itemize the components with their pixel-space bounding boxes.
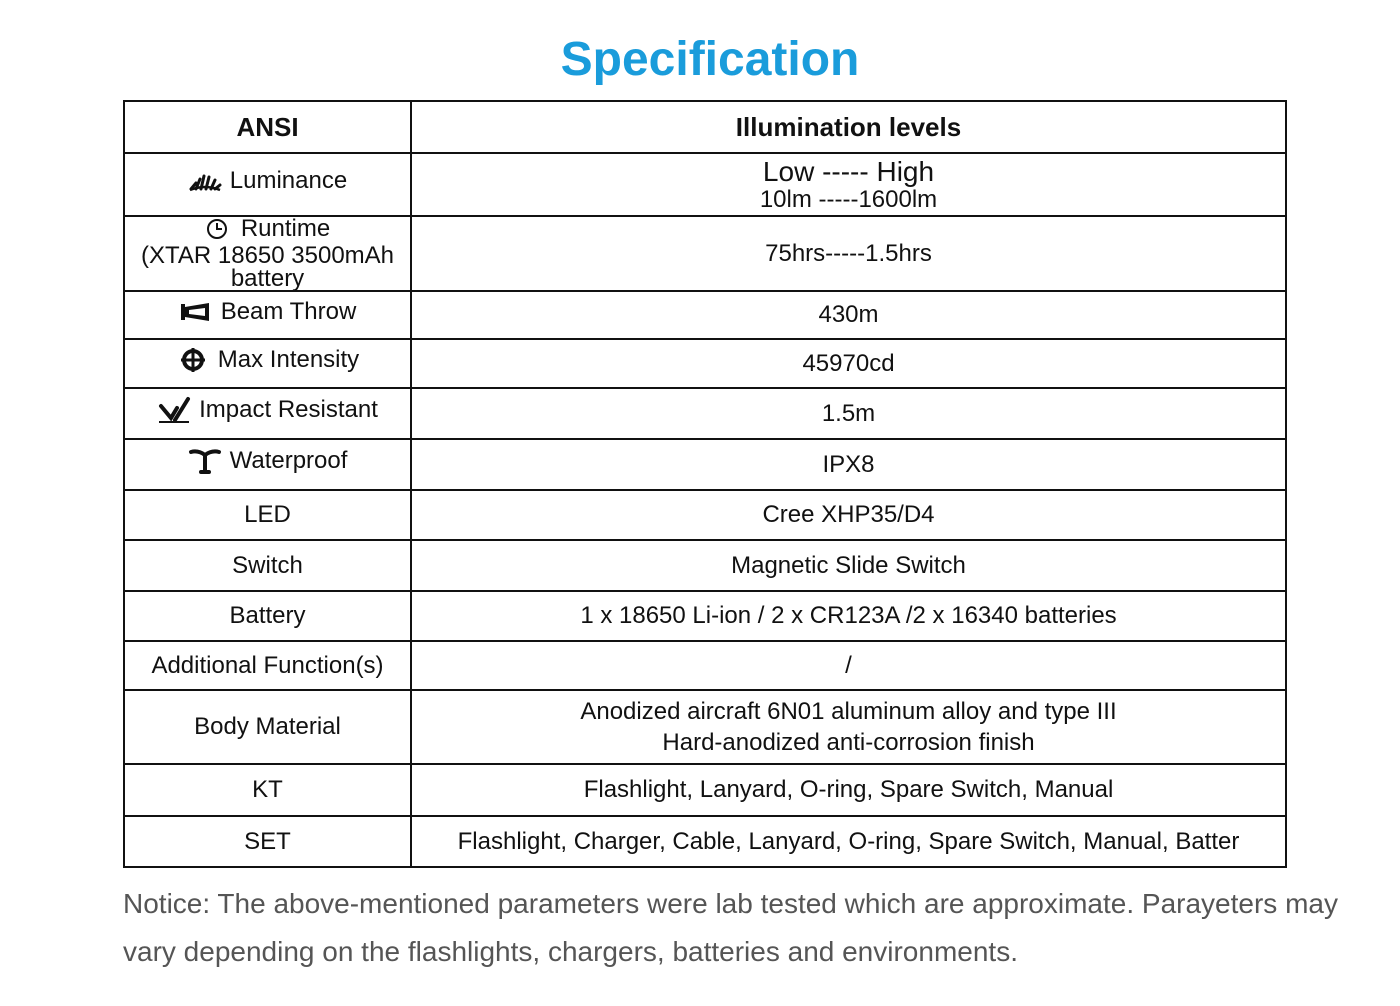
table-row xyxy=(124,388,1286,439)
table-row xyxy=(124,591,1286,641)
row-label-beam-throw: Beam Throw xyxy=(220,297,357,325)
crosshair-icon xyxy=(176,346,210,374)
battery-value: 1 x 18650 Li-ion / 2 x CR123A /2 x 16340 batteries xyxy=(411,591,1286,641)
table-row xyxy=(124,339,1286,388)
spec-table xyxy=(123,100,1287,868)
kt-value: Flashlight, Lanyard, O-ring, Spare Switch, Manual xyxy=(411,764,1286,816)
table-row xyxy=(124,291,1286,339)
max-intensity-value: 45970cd xyxy=(411,339,1286,388)
table-row xyxy=(124,153,1286,216)
row-label-body-material: Body Material xyxy=(124,690,411,764)
row-label-impact-resistant: Impact Resistant xyxy=(199,396,378,423)
runtime-battery-word: battery xyxy=(230,264,305,292)
beam-throw-icon xyxy=(179,298,213,326)
table-row xyxy=(124,816,1286,867)
runtime-value: 75hrs-----1.5hrs xyxy=(411,216,1286,291)
table-row xyxy=(124,641,1286,690)
header-illumination-levels: Illumination levels xyxy=(411,101,1286,153)
waterproof-icon xyxy=(188,447,222,475)
row-label-max-intensity: Max Intensity xyxy=(217,346,360,373)
waterproof-value: IPX8 xyxy=(411,439,1286,490)
row-label-switch: Switch xyxy=(124,540,411,591)
table-row xyxy=(124,540,1286,591)
table-row xyxy=(124,690,1286,764)
table-row xyxy=(124,439,1286,490)
row-label-led: LED xyxy=(124,490,411,540)
row-label-waterproof: Waterproof xyxy=(229,447,348,474)
row-label-kt: KT xyxy=(124,764,411,816)
table-row xyxy=(124,764,1286,816)
row-label-additional-functions: Additional Function(s) xyxy=(124,641,411,690)
body-material-line-1: Anodized aircraft 6N01 aluminum alloy and type III xyxy=(580,698,1117,725)
table-row xyxy=(124,216,1286,291)
row-label-luminance: Luminance xyxy=(229,167,348,194)
table-header-row xyxy=(124,101,1286,153)
table-row xyxy=(124,490,1286,540)
clock-icon xyxy=(205,218,229,240)
luminance-range-label: Low ----- High xyxy=(762,155,935,187)
notice-text: Notice: The above-mentioned parameters were lab tested which are approximate. Parayeters may vary depending on the flashlights, chargers, batteries and environments. xyxy=(123,888,1338,967)
body-material-line-2: Hard-anodized anti-corrosion finish xyxy=(662,729,1035,756)
switch-value: Magnetic Slide Switch xyxy=(411,540,1286,591)
beam-throw-value: 430m xyxy=(411,291,1286,339)
runtime-battery-model: (XTAR 18650 3500mAh xyxy=(140,241,395,269)
impact-icon xyxy=(157,396,191,424)
set-value: Flashlight, Charger, Cable, Lanyard, O-ring, Spare Switch, Manual, Batter xyxy=(411,816,1286,867)
sun-burst-icon xyxy=(188,167,222,195)
led-value: Cree XHP35/D4 xyxy=(411,490,1286,540)
header-ansi: ANSI xyxy=(124,101,411,153)
row-label-runtime: Runtime xyxy=(240,215,331,243)
row-label-battery: Battery xyxy=(124,591,411,641)
row-label-set: SET xyxy=(124,816,411,867)
page-title: Specification xyxy=(560,33,860,86)
impact-resistant-value: 1.5m xyxy=(411,388,1286,439)
additional-functions-value: / xyxy=(411,641,1286,690)
luminance-range-value: 10lm -----1600lm xyxy=(759,185,938,213)
